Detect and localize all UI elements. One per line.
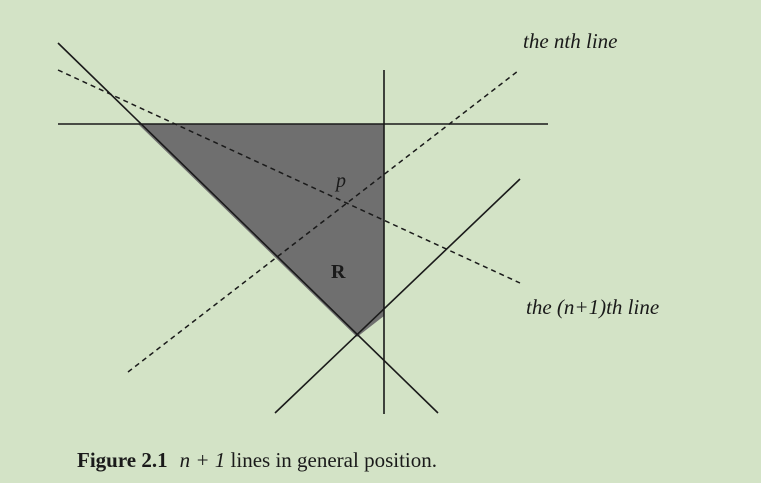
nth-line-dashed (128, 71, 518, 372)
nth-line-label: the nth line (523, 29, 618, 53)
figure-caption (77, 448, 437, 473)
caption-math: n + 1 (179, 448, 226, 472)
figure-number: Figure 2.1 (77, 448, 168, 472)
region-r-label: R (331, 261, 346, 283)
caption-text: lines in general position. (230, 448, 437, 472)
n1th-line-label: the (n+1)th line (526, 295, 660, 319)
point-p-label: p (336, 170, 346, 192)
